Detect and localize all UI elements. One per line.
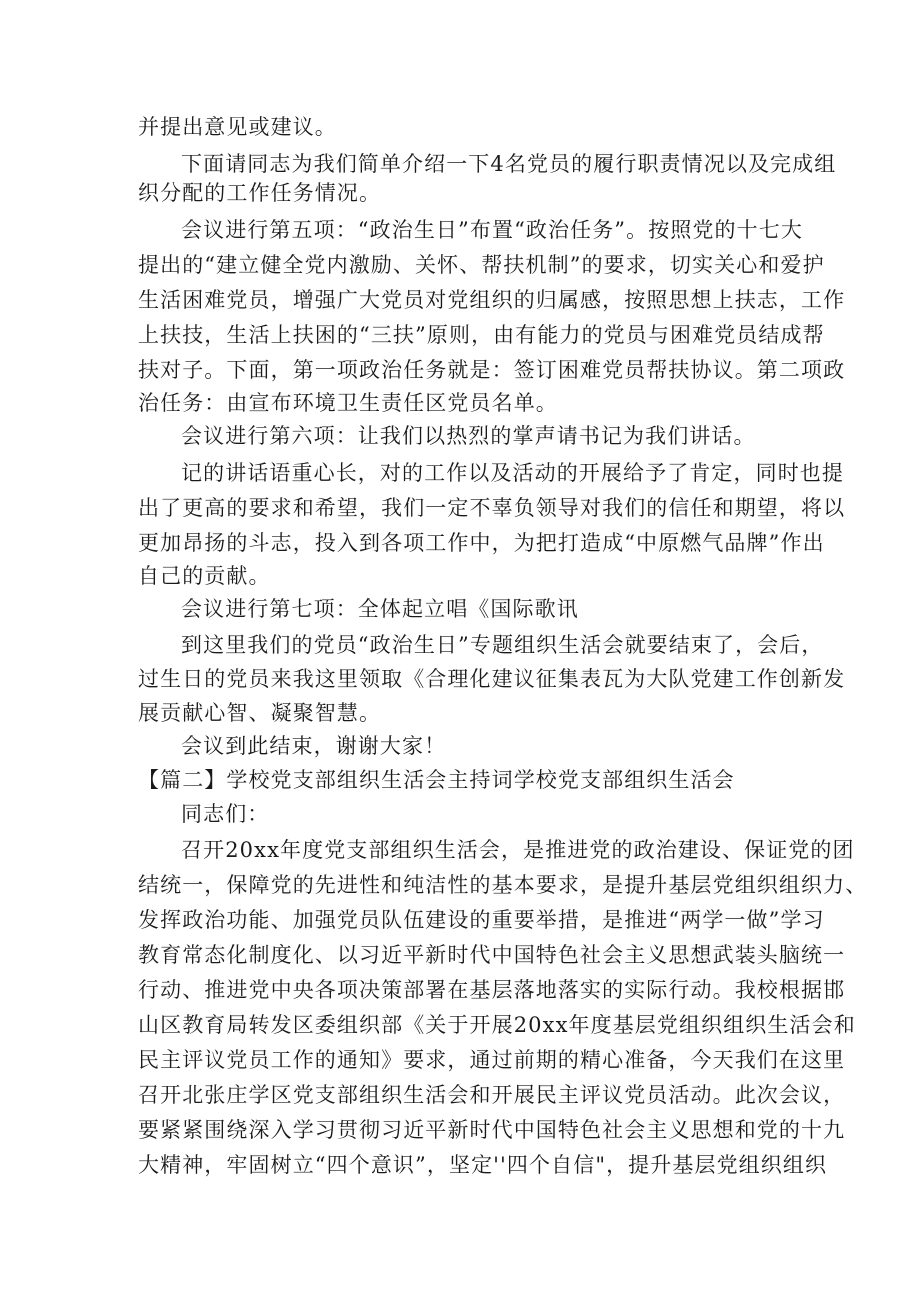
text-line: 结统一，保障党的先进性和纯洁性的基本要求，是提升基层党组织组织力、 bbox=[138, 873, 868, 897]
text-line: 展贡献心智、凝聚智慧。 bbox=[138, 701, 382, 725]
text-line: 治任务：由宣布环境卫生责任区党员名单。 bbox=[138, 391, 558, 415]
text-line: 要紧紧围绕深入学习贯彻习近平新时代中国特色社会主义思想和党的十九 bbox=[138, 1118, 846, 1142]
text-line: 过生日的党员来我这里领取《合理化建议征集表瓦为大队党建工作创新发 bbox=[138, 667, 846, 691]
text-line: 更加昂扬的斗志，投入到各项工作中，为把打造成“中原燃气品牌”作出 bbox=[138, 531, 825, 555]
text-line: 发挥政治功能、加强党员队伍建设的重要举措，是推进“两学一做”学习 bbox=[138, 908, 825, 932]
text-line: 大精神，牢固树立“四个意识”，坚定''四个自信"，提升基层党组织组织 bbox=[138, 1153, 828, 1177]
text-line: 下面请同志为我们简单介绍一下4名党员的履行职责情况以及完成组 bbox=[181, 152, 837, 176]
text-line: 并提出意见或建议。 bbox=[138, 115, 337, 139]
text-line: 召开20xx年度党支部组织生活会，是推进党的政治建设、保证党的团 bbox=[181, 838, 855, 862]
text-line: 自己的贡献。 bbox=[138, 564, 271, 588]
text-line: 山区教育局转发区委组织部《关于开展20xx年度基层党组织组织生活会和 bbox=[138, 1013, 856, 1037]
text-line: 提出的“建立健全党内激励、关怀、帮扶机制”的要求，切实关心和爱护 bbox=[138, 253, 825, 277]
text-line: 到这里我们的党员“政治生日”专题组织生活会就要结束了，会后， bbox=[181, 633, 824, 657]
text-line: 行动、推进党中央各项决策部署在基层落地落实的实际行动。我校根据邯 bbox=[138, 978, 846, 1002]
text-line: 上扶技，生活上扶困的“三扶”原则，由有能力的党员与困难党员结成帮 bbox=[138, 323, 825, 347]
text-line: 会议进行第五项：“政治生日”布置“政治任务”。按照党的十七大 bbox=[181, 218, 803, 242]
text-line: 扶对子。下面，第一项政治任务就是：签订困难党员帮扶协议。第二项政 bbox=[138, 358, 846, 382]
text-line: 织分配的工作任务情况。 bbox=[138, 181, 382, 205]
text-line: 会议进行第七项：全体起立唱《国际歌讯 bbox=[181, 597, 579, 621]
text-line: 记的讲话语重心长，对的工作以及活动的开展给予了肯定，同时也提 bbox=[181, 461, 844, 485]
section-heading: 【篇二】学校党支部组织生活会主持词学校党支部组织生活会 bbox=[138, 768, 735, 792]
text-line: 会议到此结束，谢谢大家！ bbox=[181, 734, 447, 758]
text-line: 教育常态化制度化、以习近平新时代中国特色社会主义思想武装头脑统一 bbox=[138, 943, 846, 967]
text-line: 出了更高的要求和希望，我们一定不辜负领导对我们的信任和期望，将以 bbox=[138, 496, 846, 520]
text-line: 生活困难党员，增强广大党员对党组织的归属感，按照思想上扶志，工作 bbox=[138, 288, 846, 312]
text-line: 会议进行第六项：让我们以热烈的掌声请书记为我们讲话。 bbox=[181, 424, 756, 448]
text-line: 同志们： bbox=[181, 802, 270, 826]
text-line: 召开北张庄学区党支部组织生活会和开展民主评议党员活动。此次会议， bbox=[138, 1083, 846, 1107]
text-line: 民主评议党员工作的通知》要求，通过前期的精心准备，今天我们在这里 bbox=[138, 1048, 846, 1072]
